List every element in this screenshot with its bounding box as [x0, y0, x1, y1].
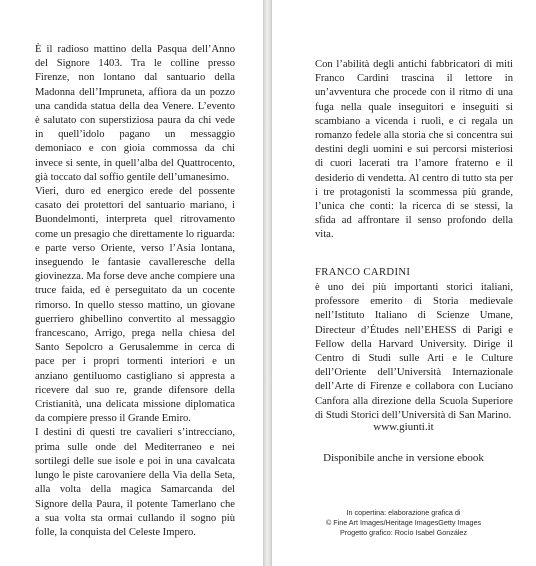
synopsis-text [35, 43, 235, 540]
synopsis-paragraph-2: Vieri, duro ed energico erede del possente casato dei protettori del santuario mariano, i Buondelmonti, interpreta quel ritrovamento come un presagio che direttamente lo riguarda: e parte verso Oriente, verso l’Asia lontana, inseguendo le fantasie cavalleresche della giovinezza. Ma forse deve anche compiere una truce faida, ed è perseguitato da un cocente rimorso. In quello stesso mattino, un giovane guerriero ghibellino convertito al messaggio francescano, Arrigo, prega nella chiesa del Santo Sepolcro a Gerusalemme in cerca di pace per i propri tormenti interiori e un anziano gentiluomo castigliano si appresta a ricevere dal suo re, grande difensore della Cristianità, una delicata missione diplomatica da compiere presso il Grande Emiro. [35, 186, 235, 425]
ebook-note: Disponibile anche in versione ebook [323, 452, 484, 464]
cover-credits [271, 508, 536, 538]
review-paragraph: Con l’abilità degli antichi fabbricatori di miti Franco Cardini trascina il lettore in un’avventura che procede con il ritmo di una fuga nella quale inseguitori e inseguiti si scambiano a vicenda i ruoli, e ci regala un romanzo fedele alla storia che si concentra sui destini degli uomini e sui percorsi misteriosi di cuori lacerati tra l’amore fraterno e il desiderio di vendetta. Al centro di tutto sta per i tre protagonisti la scommessa più grande, l’unica che conti: la ricerca di se stessi, la sfida ad affrontare il senso profondo della vita. [315, 59, 513, 241]
publisher-website: www.giunti.it [373, 421, 434, 433]
fold-spine [264, 0, 271, 566]
author-heading: FRANCO CARDINI [315, 267, 411, 278]
credit-line-3: Progetto grafico: Rocío Isabel González [339, 528, 468, 537]
review-text [315, 58, 513, 243]
synopsis-paragraph-1: È il radioso mattino della Pasqua dell’Anno del Signore 1403. Tra le colline presso Firenze, non lontano dal santuario della Madonna dell’Impruneta, affiora da un pozzo una candida statua della dea Venere. L’evento è salutato con superstiziosa paura da chi vede in quell’idolo pagano un messaggio demoniaco e con gioia commossa da chi invece si sente, in quell’alba del Quattrocento, già toccato dal soffio gentile dell’umanesimo. [35, 44, 235, 183]
author-bio: è uno dei più importanti storici italiani, professore emerito di Storia medievale nell’Istituto Italiano di Scienze Umane, Directeur d’Études nell’EHESS di Parigi e Fellow della Harvard University. Dirige il Centro di Studi sulle Arti e le Culture dell’Oriente dell’Università Internazionale dell’Arte di Firenze e collabora con Luciano Canfora alla direzione della Scuola Superiore di Studi Storici dell’Università di San Marino. [315, 282, 513, 421]
credit-line-1: In copertina: elaborazione grafica di [346, 508, 461, 517]
credit-line-2: © Fine Art Images/Heritage ImagesGetty Images [325, 518, 482, 527]
synopsis-paragraph-3: I destini di questi tre cavalieri s’intrecciano, prima sulle onde del Mediterraneo e nei sortilegi delle sue isole e poi in una cavalcata lungo le piste carovaniere della Via della Seta, alla volta della magica Samarcanda del Signore della Paura, il potente Tamerlano che a sua volta sta ormai cullando il sogno più folle, la conquista del Celeste Impero. [35, 427, 235, 538]
